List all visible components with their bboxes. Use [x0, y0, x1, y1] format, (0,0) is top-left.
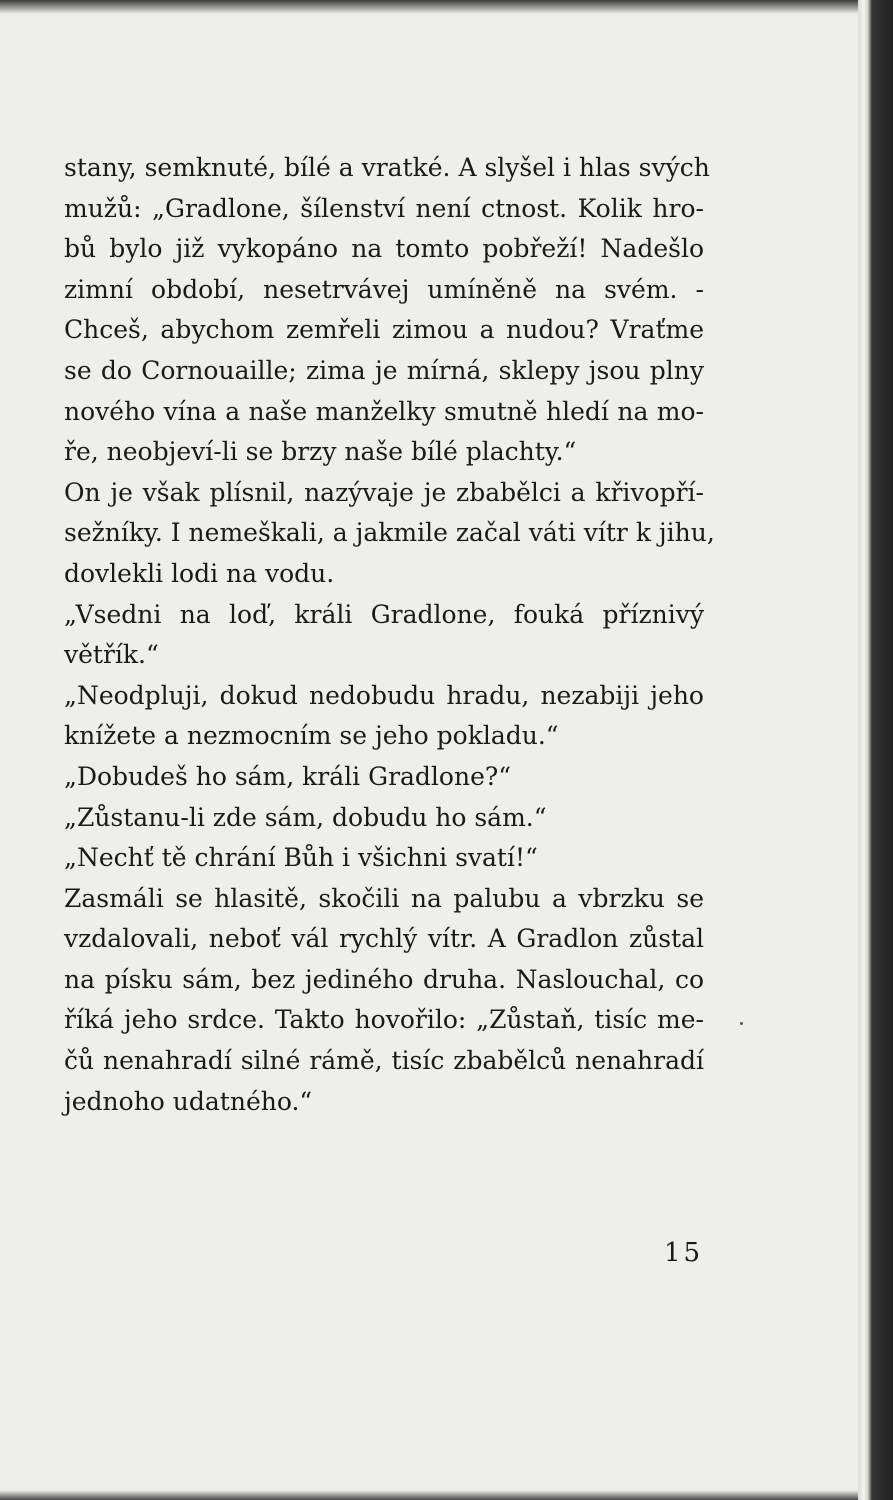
text-line: na písku sám, bez jediného druha. Naslouchal, co — [64, 964, 704, 994]
text-line: On je však plísnil, nazývaje je zbabělci a křivopří- — [64, 477, 704, 507]
text-line: stany, semknuté, bílé a vratké. A slyšel i hlas svých — [64, 153, 710, 182]
text-line: Zasmáli se hlasitě, skočili na palubu a vbrzku se — [64, 883, 704, 913]
text-line: nového vína a naše manželky smutně hledí na mo- — [64, 396, 704, 426]
page-right-edge — [858, 0, 893, 1500]
text-line: mužů: „Gradlone, šílenství není ctnost. Kolik hro- — [64, 193, 704, 223]
text-line: ře, neobjeví-li se brzy naše bílé plachty.“ — [64, 437, 577, 467]
text-line: větřík.“ — [64, 640, 159, 670]
page-bottom-shadow — [0, 1490, 858, 1500]
page-number: 15 — [664, 1238, 704, 1268]
text-line: sežníky. I nemeškali, a jakmile začal váti vítr k jihu, — [64, 518, 715, 548]
text-line: se do Cornouaille; zima je mírná, sklepy jsou plny — [64, 355, 704, 385]
text-line: zimní období, nesetrvávej umíněně na svém. - — [64, 274, 704, 304]
text-line: čů nenahradí silné rámě, tisíc zbabělců nenahradí — [64, 1046, 704, 1076]
text-line: jednoho udatného.“ — [64, 1086, 313, 1116]
text-line: „Neodpluji, dokud nedobudu hradu, nezabiji jeho — [64, 680, 704, 710]
body-text — [64, 148, 715, 1122]
paper-speck — [740, 1022, 743, 1025]
page-top-shadow — [0, 0, 858, 14]
text-line: „Dobudeš ho sám, králi Gradlone?“ — [64, 761, 512, 791]
text-line: „Nechť tě chrání Bůh i všichni svatí!“ — [64, 843, 538, 873]
text-line: vzdalovali, neboť vál rychlý vítr. A Gradlon zůstal — [64, 924, 704, 954]
text-line: říká jeho srdce. Takto hovořilo: „Zůstaň, tisíc me- — [64, 1005, 704, 1035]
text-line: Chceš, abychom zemřeli zimou a nudou? Vraťme — [64, 315, 704, 345]
text-line: „Zůstanu-li zde sám, dobudu ho sám.“ — [64, 802, 547, 832]
text-line: knížete a nezmocním se jeho pokladu.“ — [64, 721, 559, 751]
text-line: „Vsedni na loď, králi Gradlone, fouká příznivý — [64, 599, 704, 629]
text-line: dovlekli lodi na vodu. — [64, 558, 335, 588]
text-line: bů bylo již vykopáno na tomto pobřeží! Nadešlo — [64, 234, 704, 264]
